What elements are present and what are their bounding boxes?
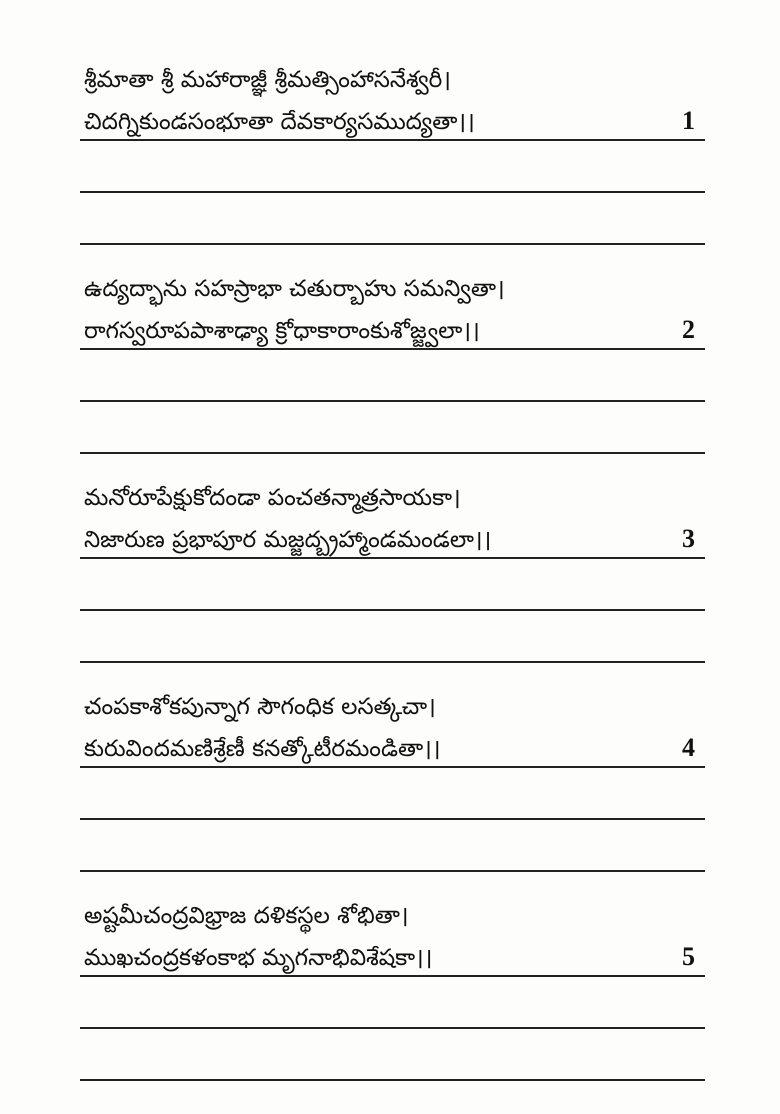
writing-rule	[80, 452, 705, 454]
verse-line-1: అష్టమీచంద్రవిభ్రాజ దళికస్థల శోభితా।	[84, 903, 409, 929]
verse-line-2: రాగస్వరూపపాశాఢ్యా క్రోధాకారాంకుశోజ్జ్వలా।।	[84, 318, 480, 344]
writing-rule	[80, 191, 705, 193]
verse-block	[80, 487, 705, 696]
writing-rule	[80, 557, 705, 559]
verse-number: 2	[682, 315, 695, 344]
verse-block	[80, 905, 705, 1114]
writing-rule	[80, 870, 705, 872]
verse-line-2: ముఖచంద్రకళంకాభ మృగనాభివిశేషకా।।	[84, 945, 433, 971]
verse-line-2: చిదగ్నికుండసంభూతా దేవకార్యసముద్యతా।।	[84, 109, 475, 135]
verse-block	[80, 696, 705, 905]
writing-rule	[80, 766, 705, 768]
verse-number: 4	[682, 733, 695, 762]
writing-rule	[80, 661, 705, 663]
writing-rule	[80, 400, 705, 402]
writing-rule	[80, 1027, 705, 1029]
writing-rule	[80, 348, 705, 350]
verse-block	[80, 69, 705, 278]
verse-number: 1	[682, 106, 695, 135]
writing-rule	[80, 243, 705, 245]
verse-number: 3	[682, 524, 695, 553]
writing-rule	[80, 975, 705, 977]
verse-line-2: నిజారుణ ప్రభాపూర మజ్జద్బ్రహ్మాండమండలా।।	[84, 527, 492, 553]
writing-rule	[80, 609, 705, 611]
writing-rule	[80, 818, 705, 820]
verse-line-1: ఉద్యద్భాను సహస్రాభా చతుర్బాహు సమన్వితా।	[84, 276, 505, 302]
verse-line-1: మనోరూపేక్షుకోదండా పంచతన్మాత్రసాయకా।	[84, 485, 461, 511]
verse-line-1: శ్రీమాతా శ్రీ మహారాజ్ఞీ శ్రీమత్సింహాసనేశ్వరీ।	[84, 67, 452, 93]
verse-line-1: చంపకాశోకపున్నాగ సౌగంధిక లసత్కచా।	[84, 694, 436, 720]
verse-block	[80, 278, 705, 487]
writing-rule	[80, 139, 705, 141]
writing-rule	[80, 1079, 705, 1081]
verse-number: 5	[682, 942, 695, 971]
verse-line-2: కురువిందమణిశ్రేణీ కనత్కోటీరమండితా।।	[84, 736, 441, 762]
